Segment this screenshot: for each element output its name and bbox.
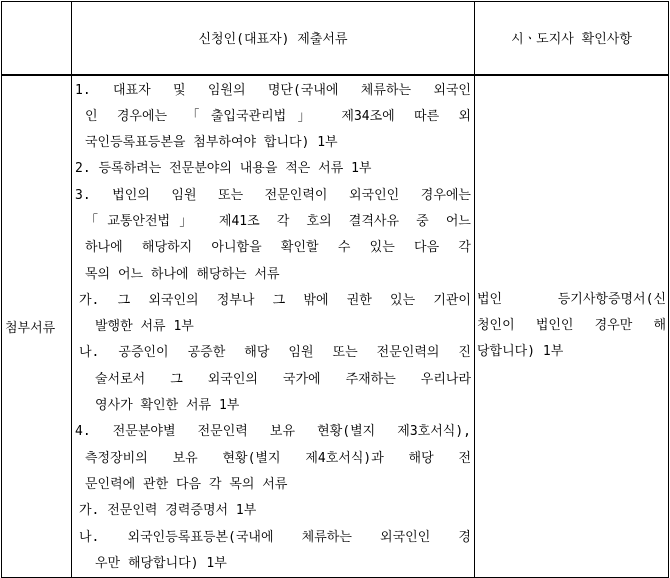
doc-line: 목의 어느 하나에 해당하는 서류 <box>85 266 280 282</box>
doc-line: 영사가 확인한 서류 1부 <box>95 398 240 414</box>
header-submitter-docs: 신청인(대표자) 제출서류 <box>72 2 475 75</box>
header-empty-cell <box>2 2 72 75</box>
doc-line: 나. 외국인등록표등본(국내에 체류하는 외국인인 경 <box>79 529 471 545</box>
attachment-documents-table <box>1 1 669 578</box>
confirm-line: 법인 등기사항증명서(신 <box>477 292 666 308</box>
doc-line: 국인등록표등본을 첨부하여야 합니다) 1부 <box>85 135 338 151</box>
doc-line: 2. 등록하려는 전문분야의 내용을 적은 서류 1부 <box>75 161 372 177</box>
official-check-cell <box>475 75 669 578</box>
doc-line: 가. 전문인력 경력증명서 1부 <box>79 503 257 519</box>
doc-line: 하나에 해당하지 아니함을 확인할 수 있는 다음 각 <box>85 240 471 256</box>
doc-line: 「교통안전법」 제41조 각 호의 결격사유 중 어느 <box>85 213 471 229</box>
doc-line: 인 경우에는 「출입국관리법」 제34조에 따른 외 <box>85 108 471 124</box>
doc-line: 측정장비의 보유 현황(별지 제4호서식)과 해당 전 <box>85 450 471 466</box>
table-body-row <box>2 75 669 578</box>
doc-line: 가. 그 외국인의 정부나 그 밖에 권한 있는 기관이 <box>79 292 471 308</box>
submitted-documents-cell <box>72 75 475 578</box>
doc-line: 나. 공증인이 공증한 해당 임원 또는 전문인력의 진 <box>79 345 471 361</box>
doc-line: 1. 대표자 및 임원의 명단(국내에 체류하는 외국인 <box>75 82 471 98</box>
header-official-check: 시ㆍ도지사 확인사항 <box>475 2 669 75</box>
table-header-row <box>2 2 669 75</box>
doc-line: 4. 전문분야별 전문인력 보유 현황(별지 제3호서식), <box>75 424 471 440</box>
doc-line: 3. 법인의 임원 또는 전문인력이 외국인인 경우에는 <box>75 187 471 203</box>
confirm-line: 당합니다) 1부 <box>477 344 564 360</box>
doc-line: 술서로서 그 외국인의 국가에 주재하는 우리나라 <box>95 371 471 387</box>
row-label-attachments: 첨부서류 <box>2 75 72 578</box>
doc-line: 발행한 서류 1부 <box>95 319 194 335</box>
confirm-line: 청인이 법인인 경우만 해 <box>477 318 666 334</box>
doc-line: 문인력에 관한 다음 각 목의 서류 <box>85 476 288 492</box>
doc-line: 우만 해당합니다) 1부 <box>95 555 227 571</box>
